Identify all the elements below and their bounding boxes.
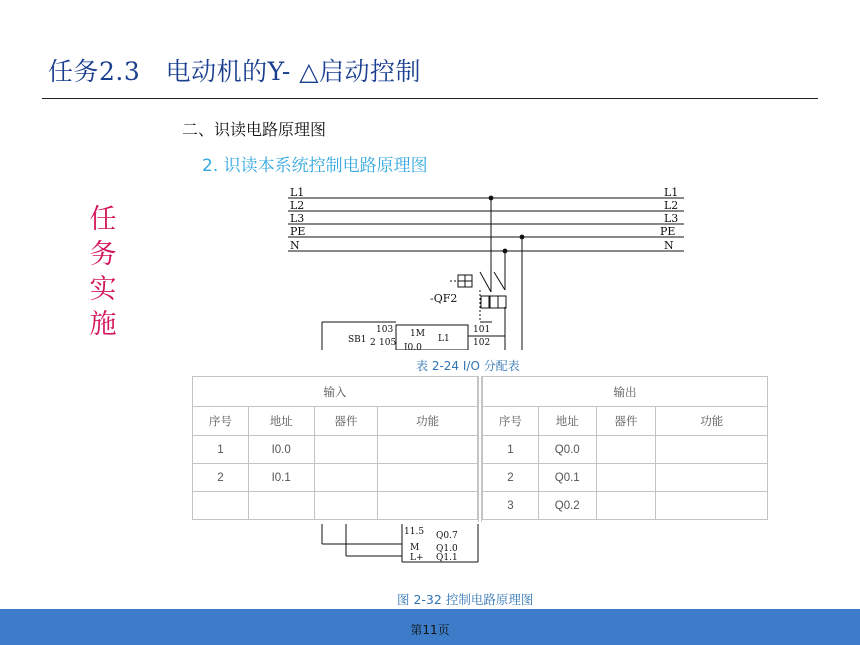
table-cell: 1 xyxy=(193,436,249,464)
breaker-label: -QF2 xyxy=(430,292,458,305)
table-row xyxy=(483,492,768,520)
table-cell xyxy=(314,464,378,492)
output-table xyxy=(482,376,768,520)
circuit-schematic xyxy=(280,182,690,350)
terminal-label: L+ xyxy=(410,553,424,563)
terminal-label: Q0.7 xyxy=(436,531,458,541)
table-row xyxy=(193,436,478,464)
side-label-char: 施 xyxy=(89,309,117,340)
terminal-label: 105 xyxy=(379,338,397,348)
table-cell xyxy=(248,492,314,520)
terminal-label: Q1.1 xyxy=(436,553,458,563)
table-row xyxy=(483,464,768,492)
sub-heading: 2. 识读本系统控制电路原理图 xyxy=(202,156,428,176)
figure-caption: 图 2-32 控制电路原理图 xyxy=(397,592,534,607)
table-cell xyxy=(378,464,478,492)
line-label-pe-right: PE xyxy=(660,225,676,238)
page-number: 第11页 xyxy=(410,623,450,637)
table-cell: I0.1 xyxy=(248,464,314,492)
title-divider xyxy=(42,98,818,99)
terminal-label: M xyxy=(410,543,420,553)
table-cell xyxy=(656,464,768,492)
table-cell: 2 xyxy=(193,464,249,492)
table-cell: 1 xyxy=(483,436,539,464)
terminal-label: 11.5 xyxy=(404,527,425,537)
input-header: 输入 xyxy=(193,377,478,407)
table-cell: Q0.0 xyxy=(538,436,596,464)
side-label-char: 务 xyxy=(89,239,117,270)
table-cell xyxy=(656,492,768,520)
table-row xyxy=(193,464,478,492)
table-cell xyxy=(378,436,478,464)
side-label-char: 实 xyxy=(89,274,117,305)
table-cell: Q0.1 xyxy=(538,464,596,492)
table-cell: I0.0 xyxy=(248,436,314,464)
table-cell xyxy=(596,436,656,464)
column-header: 器件 xyxy=(596,407,656,436)
table-cell xyxy=(378,492,478,520)
line-label-l1-right: L1 xyxy=(664,186,679,199)
column-header: 功能 xyxy=(656,407,768,436)
table-separator xyxy=(478,376,482,522)
terminal-label: I0.0 xyxy=(404,343,422,350)
line-label-pe-left: PE xyxy=(290,225,306,238)
slide-title: 任务2.3 电动机的Y- △启动控制 xyxy=(48,57,421,86)
terminal-label: Q1.0 xyxy=(436,544,458,554)
table-cell xyxy=(596,492,656,520)
line-label-l3-left: L3 xyxy=(290,212,305,225)
io-table xyxy=(192,376,769,522)
side-label xyxy=(86,202,120,342)
terminal-label: 103 xyxy=(376,325,394,335)
line-label-n-left: N xyxy=(290,239,300,252)
table-cell xyxy=(314,436,378,464)
column-header: 器件 xyxy=(314,407,378,436)
table-caption: 表 2-24 I/O 分配表 xyxy=(416,359,520,373)
terminal-label: SB1 xyxy=(348,335,367,345)
terminal-label: 102 xyxy=(473,338,491,348)
terminal-label: 101 xyxy=(473,325,491,335)
line-label-n-right: N xyxy=(664,239,674,252)
table-cell: Q0.2 xyxy=(538,492,596,520)
line-label-l2-left: L2 xyxy=(290,199,305,212)
input-table xyxy=(192,376,478,520)
line-label-l2-right: L2 xyxy=(664,199,679,212)
table-row xyxy=(193,492,478,520)
table-cell xyxy=(193,492,249,520)
terminal-label: 2 xyxy=(370,338,376,348)
column-header: 序号 xyxy=(483,407,539,436)
column-header: 地址 xyxy=(538,407,596,436)
table-row xyxy=(483,436,768,464)
section-heading: 二、识读电路原理图 xyxy=(182,120,327,139)
line-label-l3-right: L3 xyxy=(664,212,679,225)
table-cell xyxy=(314,492,378,520)
terminal-label: 1M xyxy=(410,329,425,339)
circuit-schematic-bottom xyxy=(318,520,488,570)
column-header: 功能 xyxy=(378,407,478,436)
side-label-char: 任 xyxy=(89,204,117,235)
table-cell xyxy=(596,464,656,492)
line-label-l1-left: L1 xyxy=(290,186,305,199)
terminal-label: L1 xyxy=(438,334,450,344)
output-header: 输出 xyxy=(483,377,768,407)
column-header: 序号 xyxy=(193,407,249,436)
table-cell: 3 xyxy=(483,492,539,520)
table-cell xyxy=(656,436,768,464)
table-cell: 2 xyxy=(483,464,539,492)
column-header: 地址 xyxy=(248,407,314,436)
